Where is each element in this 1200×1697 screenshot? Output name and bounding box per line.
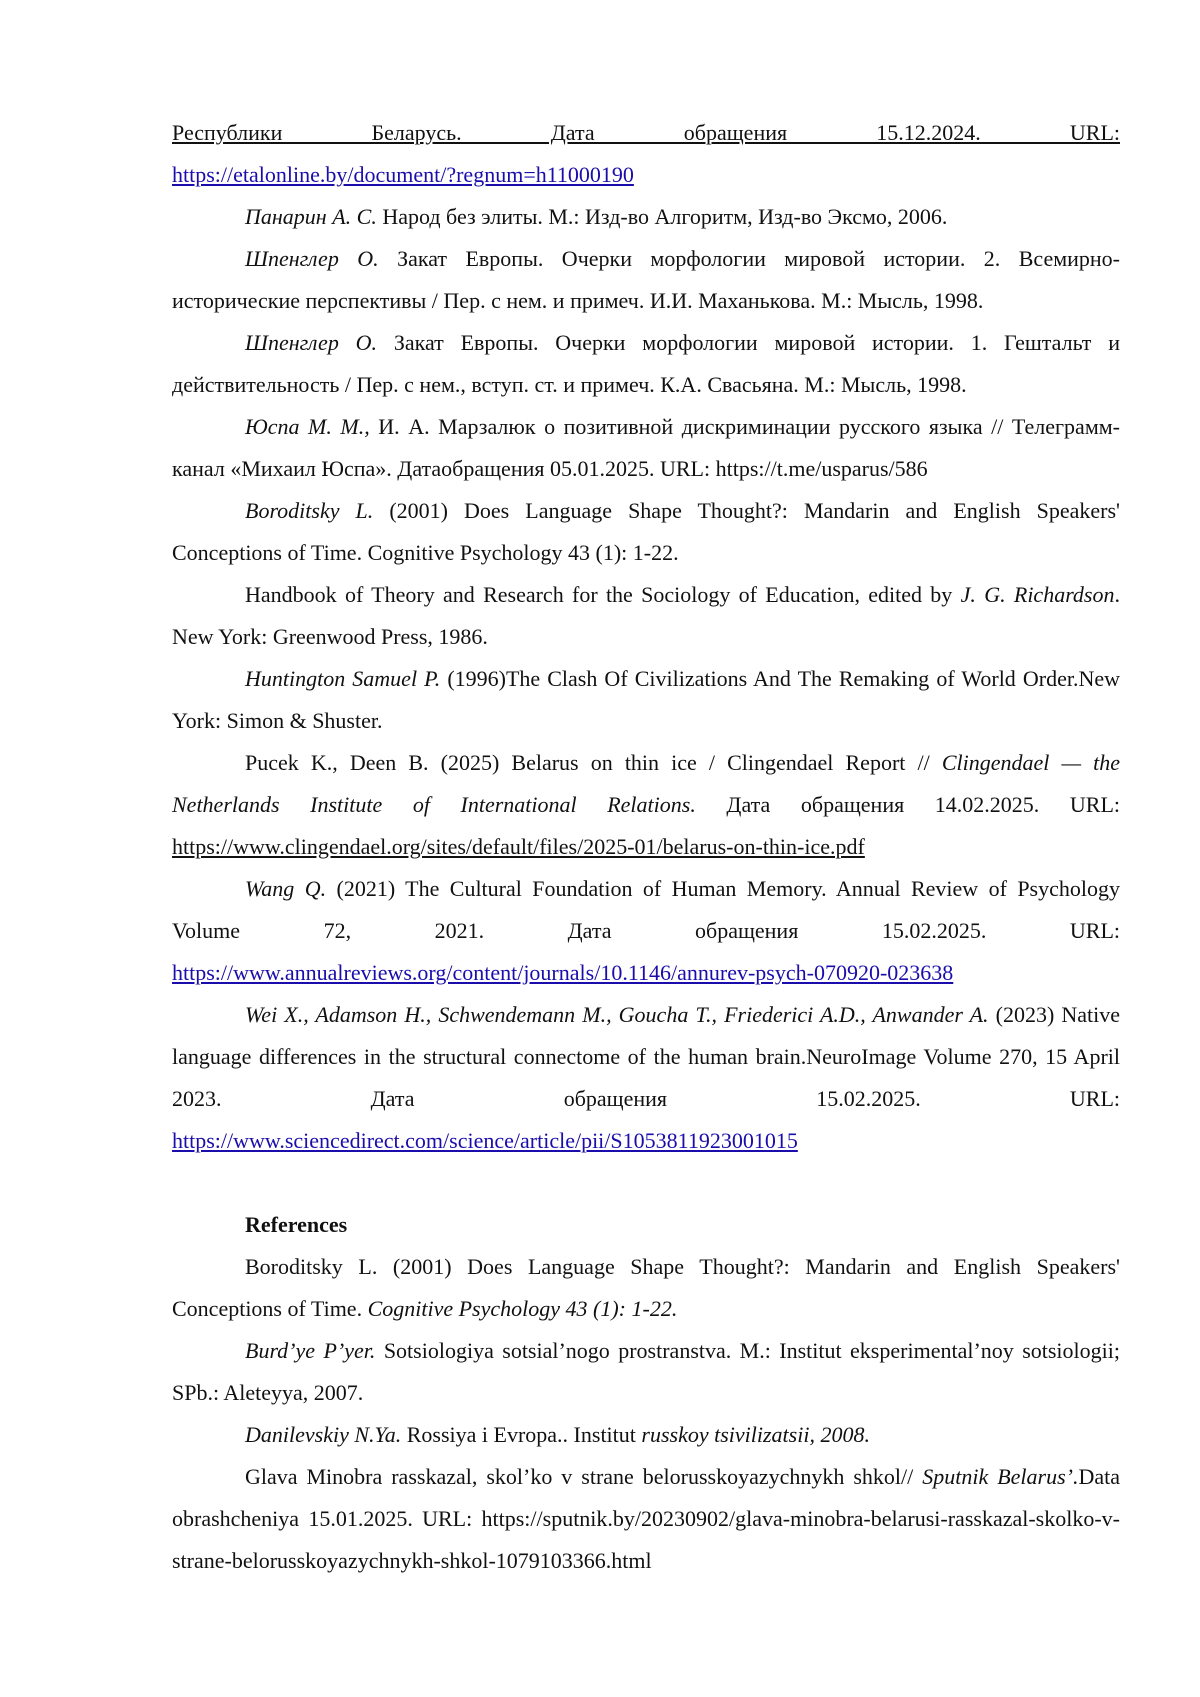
- reference-spengler-1: Шпенглер О. Закат Европы. Очерки морфологии мировой истории. 1. Гештальт и действительность / Пер. с нем., вступ. ст. и примеч. К.А. Свасьяна. М.: Мысль, 1998.: [172, 322, 1120, 406]
- ref-author: Wang Q.: [245, 876, 326, 901]
- ref-author: Панарин А. С.: [245, 204, 377, 229]
- reference-boroditsky: Boroditsky L. (2001) Does Language Shape Thought?: Mandarin and English Speakers' Conceptions of Time. Cognitive Psychology 43 (1): 1-22.: [172, 490, 1120, 574]
- sciencedirect-link[interactable]: https://www.sciencedirect.com/science/article/pii/S1053811923001015: [172, 1128, 798, 1153]
- ref-author: Burd’ye P’yer.: [245, 1338, 375, 1363]
- ref-author: Danilevskiy N.Ya.: [245, 1422, 401, 1447]
- reference-panarin: Панарин А. С. Народ без элиты. М.: Изд-во Алгоритм, Изд-во Эксмо, 2006.: [172, 196, 1120, 238]
- reference-pucek: Pucek K., Deen B. (2025) Belarus on thin ice / Clingendael Report // Clingendael — the Netherlands Institute of International Relations. Дата обращения 14.02.2025. URL: https://www.clingendael.org/sites/default/files/2025-01/belarus-on-thin-ice.pdf: [172, 742, 1120, 868]
- annualreviews-link[interactable]: https://www.annualreviews.org/content/journals/10.1146/annurev-psych-070920-023638: [172, 960, 953, 985]
- continued-reference-url: [172, 154, 1120, 196]
- ref-editor: J. G. Richardson: [961, 582, 1115, 607]
- ref-journal: Sputnik Belarus’.: [922, 1464, 1078, 1489]
- ref-author: Юспа М. М.,: [245, 414, 370, 439]
- document-page: [172, 112, 1120, 1582]
- ref-author: Boroditsky L.: [245, 498, 373, 523]
- ref-author: Шпенглер О.: [245, 246, 379, 271]
- ref-author: Wei X., Adamson H., Schwendemann M., Goucha T., Friederici A.D., Anwander A.: [245, 1002, 989, 1027]
- etalonline-link[interactable]: https://etalonline.by/document/?regnum=h11000190: [172, 162, 634, 187]
- references-heading: References: [172, 1204, 1120, 1246]
- ref-author: Шпенглер О.: [245, 330, 377, 355]
- reference-yuspa: Юспа М. М., И. А. Марзалюк о позитивной дискриминации русского языка // Телеграмм-канал «Михаил Юспа». Датаобращения 05.01.2025. URL: https://t.me/usparus/586: [172, 406, 1120, 490]
- clingendael-link[interactable]: https://www.clingendael.org/sites/default/files/2025-01/belarus-on-thin-ice.pdf: [172, 834, 865, 859]
- reference-huntington: Huntington Samuel P. (1996)The Clash Of Civilizations And The Remaking of World Order.New York: Simon & Shuster.: [172, 658, 1120, 742]
- section-spacer: [172, 1162, 1120, 1204]
- en-reference-burdye: Burd’ye P’yer. Sotsiologiya sotsial’nogo prostranstva. M.: Institut eksperimental’noy sotsiologii; SPb.: Aleteyya, 2007.: [172, 1330, 1120, 1414]
- reference-wang: Wang Q. (2021) The Cultural Foundation of Human Memory. Annual Review of Psychology Volume 72, 2021. Дата обращения 15.02.2025. URL: https://www.annualreviews.org/content/journals/10.1146/annurev-psych-070920-023638: [172, 868, 1120, 994]
- ref-journal: Cognitive Psychology 43 (1): 1-22.: [368, 1296, 678, 1321]
- reference-handbook: Handbook of Theory and Research for the Sociology of Education, edited by J. G. Richardson. New York: Greenwood Press, 1986.: [172, 574, 1120, 658]
- en-reference-boroditsky: Boroditsky L. (2001) Does Language Shape Thought?: Mandarin and English Speakers' Conceptions of Time. Cognitive Psychology 43 (1): 1-22.: [172, 1246, 1120, 1330]
- reference-spengler-2: Шпенглер О. Закат Европы. Очерки морфологии мировой истории. 2. Всемирно-исторические перспективы / Пер. с нем. и примеч. И.И. Маханькова. М.: Мысль, 1998.: [172, 238, 1120, 322]
- continued-reference-line: Республики Беларусь. Дата обращения 15.12.2024. URL:: [172, 112, 1120, 154]
- en-reference-danilevskiy: Danilevskiy N.Ya. Rossiya i Evropa.. Institut russkoy tsivilizatsii, 2008.: [172, 1414, 1120, 1456]
- reference-wei: Wei X., Adamson H., Schwendemann M., Goucha T., Friederici A.D., Anwander A. (2023) Native language differences in the structural connectome of the human brain.NeuroImage Volume 270, 15 April 2023. Дата обращения 15.02.2025. URL: https://www.sciencedirect.com/science/article/pii/S1053811923001015: [172, 994, 1120, 1162]
- ref-italic-tail: russkoy tsivilizatsii, 2008.: [641, 1422, 870, 1447]
- ref-journal: Clingendael — the Netherlands Institute of International Relations.: [172, 750, 1120, 817]
- ref-author: Huntington Samuel P.: [245, 666, 440, 691]
- en-reference-glava: Glava Minobra rasskazal, skol’ko v strane belorusskoyazychnykh shkol// Sputnik Belarus’.Data obrashcheniya 15.01.2025. URL: https://sputnik.by/20230902/glava-minobra-belarusi-rasskazal-skolko-v-strane-belorusskoyazychnykh-shkol-1079103366.html: [172, 1456, 1120, 1582]
